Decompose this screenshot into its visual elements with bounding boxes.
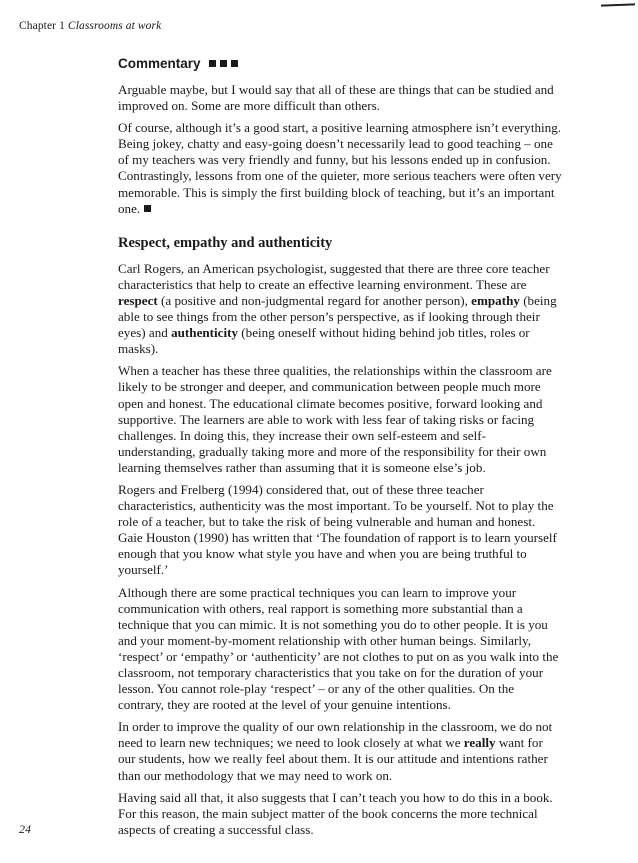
commentary-heading-text: Commentary (118, 56, 201, 71)
paragraph-2: When a teacher has these three qualities, the relationships within the classroom are likely to be stronger and deeper, and communication between people much more open and honest. The educational climate becomes positive, forward looking and supportive. The learners are able to work with less fear of taking risks or facing challenges. In doing this, they increase their own self-esteem and self-understanding, gradually taking more and more of the responsibility for their own learning themselves rather than assuming that it is someone else’s job. (118, 363, 552, 475)
p1-text-c: (being able to see things from the other person’s perspective, as if looking through their eyes) and (118, 292, 557, 341)
paragraph-3: Rogers and Frelberg (1994) considered that, out of these three teacher characteristics, authenticity was the most important. To be yourself. Not to play the role of a teacher, but to take the risk of being vulnerable and human and honest. Gaie Houston (1990) has written that ‘The foundation of rapport is to learn yourself enough that you know what style you have and when you are being truthful to yourself.’ (118, 481, 557, 578)
emphasis-really: really (463, 735, 496, 751)
commentary-paragraph-1: Arguable maybe, but I would say that all of these are things that can be studied and improved on. Some are more difficult than others. (118, 82, 554, 114)
p5-text-b: want for our students, how we really feel about them. It is our attitude and intentions rather than our methodology that we may need to work on. (118, 735, 548, 783)
term-authenticity: authenticity (171, 325, 239, 341)
running-head (19, 20, 161, 32)
end-of-section-icon (144, 205, 151, 212)
term-empathy: empathy (471, 292, 520, 308)
paragraph-4: Although there are some practical techniques you can learn to improve your communication with others, real rapport is something more substantial than a technique that you can mimic. It is not something you do to other people. It is you and your moment-by-moment relationship with other human beings. Similarly, ‘respect’ or ‘empathy’ or ‘authenticity’ are not clothes to put on as you walk into the classroom, not temporary characteristics that you take on for the duration of your lesson. You cannot role-play ‘respect’ – or any of the other qualities. On the contrary, they are rooted at the level of your genuine intentions. (118, 584, 559, 713)
term-respect: respect (118, 292, 158, 308)
paragraph-1 (118, 261, 563, 358)
square-bullet-icon (209, 60, 216, 67)
commentary-paragraph-2 (118, 120, 563, 217)
chapter-title: Classrooms at work (67, 20, 162, 32)
p1-text-d: (being oneself without hiding behind job titles, roles or masks). (118, 325, 530, 357)
p1-text-a: Carl Rogers, an American psychologist, suggested that there are three core teacher characteristics that help to create an effective learning environment. These are (118, 260, 550, 292)
paragraph-5 (118, 719, 563, 783)
square-bullet-icon (231, 60, 238, 67)
chapter-label: Chapter 1 (19, 20, 65, 32)
commentary-paragraph-2-text: Of course, although it’s a good start, a positive learning atmosphere isn’t everything. Being jokey, chatty and easy-going doesn’t necessarily lead to good teaching – one of my teachers was very friendly and funny, but his lessons ended up in confusion. Contrastingly, lessons from one of the quieter, more serious teachers were often very memorable. This is simply the first building block of teaching, but it’s an important one. (118, 120, 562, 216)
p1-text-b: (a positive and non-judgmental regard for another person), (157, 292, 472, 308)
square-bullet-icon (220, 60, 227, 67)
section-heading: Respect, empathy and authenticity (118, 234, 333, 251)
corner-scan-mark (601, 3, 635, 6)
main-content (118, 56, 563, 844)
p5-text-a: In order to improve the quality of our own relationship in the classroom, we do not need to learn new techniques; we need to look closely at what we (118, 719, 553, 751)
paragraph-6: Having said all that, it also suggests that I can’t teach you how to do this in a book. For this reason, the main subject matter of the book concerns the more technical aspects of creating a successful class. (118, 789, 553, 837)
commentary-heading (118, 56, 563, 71)
page-number: 24 (19, 822, 31, 836)
